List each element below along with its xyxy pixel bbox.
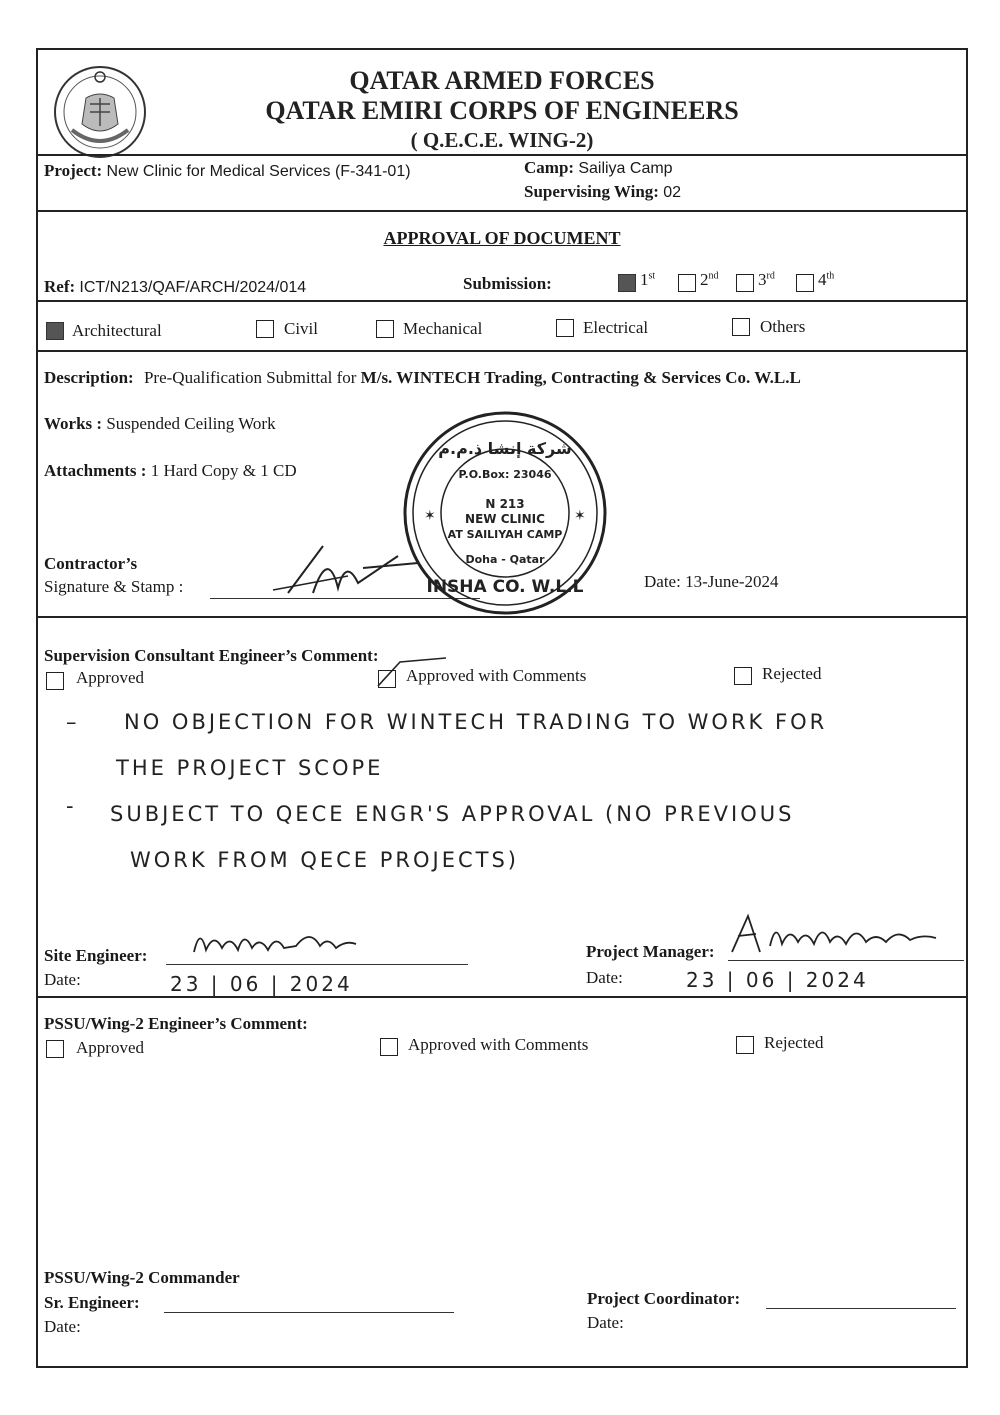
project-label: Project: [44,161,103,180]
attachments-field [44,461,297,481]
site-engineer-date-label: Date: [44,970,81,989]
svg-text:✶: ✶ [574,508,586,524]
header-line-2: QATAR EMIRI CORPS OF ENGINEERS [265,96,739,125]
approval-heading: APPROVAL OF DOCUMENT [383,228,621,248]
site-engineer-signature [186,922,366,962]
works-label: Works : [44,414,103,433]
signature-stamp-label: Signature & Stamp : [44,577,184,596]
supervising-wing-value: 02 [663,184,681,201]
pssu-approved-with-comments-label: Approved with Comments [408,1035,589,1054]
electrical-checkbox[interactable] [556,319,574,337]
mechanical-label: Mechanical [403,319,483,338]
ref-value: ICT/N213/QAF/ARCH/2024/014 [79,279,307,296]
camp-label: Camp: [524,158,575,177]
consultant-comment-heading: Supervision Consultant Engineer’s Comment: [44,646,379,665]
stamp-line-2: NEW CLINIC [465,512,545,526]
contractor-date-label: Date: [644,572,681,591]
works-value: Suspended Ceiling Work [106,414,276,433]
site-engineer-date-value: 23 | 06 | 2024 [170,972,353,996]
ref-field [44,277,306,297]
project-manager-label: Project Manager: [586,942,715,961]
mechanical-checkbox[interactable] [376,320,394,338]
pssu-rejected-label: Rejected [764,1033,824,1052]
attachments-value: 1 Hard Copy & 1 CD [150,461,297,480]
header-line-3: ( Q.E.C.E. WING-2) [410,128,594,152]
consultant-rejected-label: Rejected [762,664,822,683]
consultant-approved-with-comments-label: Approved with Comments [406,666,587,685]
consultant-approved-label: Approved [76,668,144,687]
stamp-company: INSHA CO. W.L.L [426,577,584,597]
comment-bullet-1: – [66,710,80,734]
consultant-rejected-checkbox[interactable] [734,667,752,685]
project-coordinator-label: Project Coordinator: [587,1289,741,1308]
submission-4-label: 4th [818,270,835,289]
electrical-label: Electrical [583,318,649,337]
attachments-label: Attachments : [44,461,147,480]
contractor-date-field [644,572,779,592]
stamp-line-3: AT SAILIYAH CAMP [447,528,563,541]
pssu-approved-with-comments-checkbox[interactable] [380,1038,398,1056]
camp-value: Sailiya Camp [578,160,673,177]
stamp-city: Doha - Qatar [465,553,545,566]
project-manager-signature [726,912,946,958]
stamp-line-1: N 213 [485,497,525,511]
works-field [44,414,276,434]
pssu-approved-checkbox[interactable] [46,1040,64,1058]
submission-3-checkbox[interactable] [736,274,754,292]
supervising-wing-field [524,182,681,202]
camp-field [524,158,673,178]
submission-label: Submission: [463,274,552,293]
commander-label: PSSU/Wing-2 Commander [44,1268,240,1287]
company-stamp [400,408,610,618]
consultant-approved-checkbox[interactable] [46,672,64,690]
pssu-approved-label: Approved [76,1038,144,1057]
comment-line-4: WORK FROM QECE PROJECTS) [130,848,519,872]
ref-label: Ref: [44,277,76,296]
description-field [44,368,801,388]
architectural-checkbox[interactable] [46,322,64,340]
project-manager-line [728,960,964,961]
site-engineer-label: Site Engineer: [44,946,148,965]
comment-bullet-2: - [66,794,77,818]
comment-line-2: THE PROJECT SCOPE [116,756,384,780]
pssu-rejected-checkbox[interactable] [736,1036,754,1054]
sr-engineer-line [164,1312,454,1313]
sr-engineer-date-label: Date: [44,1317,81,1336]
description-contractor: M/s. WINTECH Trading, Contracting & Services Co. W.L.L [360,368,801,387]
submission-2-checkbox[interactable] [678,274,696,292]
civil-label: Civil [284,319,319,338]
others-checkbox[interactable] [732,318,750,336]
header-line-1: QATAR ARMED FORCES [349,66,655,95]
approval-form [36,48,968,1368]
svg-text:✶: ✶ [424,508,436,524]
project-value: New Clinic for Medical Services (F-341-01) [106,163,411,180]
civil-checkbox[interactable] [256,320,274,338]
stamp-arabic: شركة إنشا ذ.م.م [438,439,572,458]
project-coordinator-date-label: Date: [587,1313,624,1332]
description-prefix: Pre-Qualification Submittal for [143,368,361,387]
sr-engineer-label: Sr. Engineer: [44,1293,140,1312]
comment-line-3: SUBJECT TO QECE ENGR'S APPROVAL (NO PREVIOUS [110,802,795,826]
comment-line-1: NO OBJECTION FOR WINTECH TRADING TO WORK FOR [124,710,828,734]
submission-4-checkbox[interactable] [796,274,814,292]
contractor-date-value: 13-June-2024 [685,572,779,591]
submission-1-checkbox[interactable] [618,274,636,292]
stamp-po-box: P.O.Box: 23046 [458,468,552,481]
architectural-label: Architectural [72,321,162,340]
submission-2-label: 2nd [700,270,719,289]
project-manager-date-value: 23 | 06 | 2024 [686,968,869,992]
submission-1-label: 1st [640,270,656,289]
project-coordinator-line [766,1308,956,1309]
project-manager-date-label: Date: [586,968,623,987]
site-engineer-line [166,964,468,965]
submission-3-label: 3rd [758,270,775,289]
contractor-label: Contractor’s [44,554,138,573]
project-field [44,161,411,181]
description-label: Description: [44,368,134,387]
pssu-comment-heading: PSSU/Wing-2 Engineer’s Comment: [44,1014,308,1033]
supervising-wing-label: Supervising Wing: [524,182,659,201]
others-label: Others [760,317,806,336]
